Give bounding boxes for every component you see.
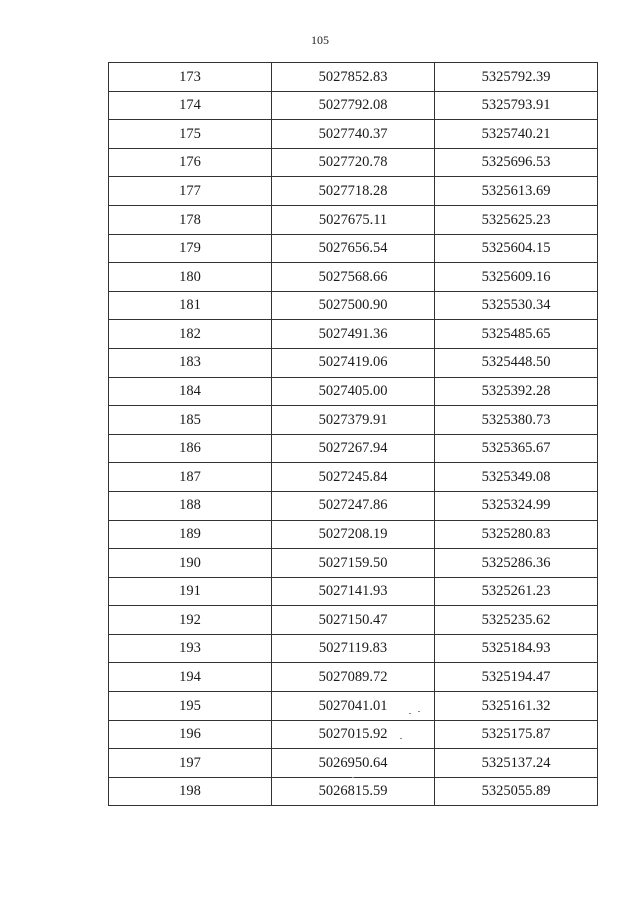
x-coordinate-cell: 5027568.66: [272, 263, 435, 292]
x-coordinate-cell: 5026815.59: [272, 777, 435, 806]
point-number-cell: 177: [109, 177, 272, 206]
x-coordinate-cell: 5027656.54: [272, 234, 435, 263]
y-coordinate-cell: 5325380.73: [435, 406, 598, 435]
table-row: [109, 205, 598, 234]
point-number-cell: 185: [109, 406, 272, 435]
table-row: [109, 663, 598, 692]
point-number-cell: 189: [109, 520, 272, 549]
x-coordinate-cell: 5027267.94: [272, 434, 435, 463]
page-number: 105: [311, 33, 329, 47]
point-number-cell: 190: [109, 549, 272, 578]
point-number-cell: 174: [109, 91, 272, 120]
y-coordinate-cell: 5325740.21: [435, 120, 598, 149]
scan-speck: [418, 711, 420, 712]
x-coordinate-cell: 5027041.01: [272, 692, 435, 721]
y-coordinate-cell: 5325448.50: [435, 348, 598, 377]
table-row: [109, 406, 598, 435]
x-coordinate-cell: 5027247.86: [272, 491, 435, 520]
x-coordinate-cell: 5027015.92: [272, 720, 435, 749]
coordinates-table: [108, 62, 598, 806]
x-coordinate-cell: 5027792.08: [272, 91, 435, 120]
y-coordinate-cell: 5325175.87: [435, 720, 598, 749]
table-row: [109, 777, 598, 806]
x-coordinate-cell: 5027208.19: [272, 520, 435, 549]
point-number-cell: 192: [109, 606, 272, 635]
point-number-cell: 182: [109, 320, 272, 349]
x-coordinate-cell: 5027720.78: [272, 148, 435, 177]
point-number-cell: 194: [109, 663, 272, 692]
y-coordinate-cell: 5325280.83: [435, 520, 598, 549]
table-row: [109, 463, 598, 492]
point-number-cell: 191: [109, 577, 272, 606]
table-row: [109, 491, 598, 520]
y-coordinate-cell: 5325792.39: [435, 63, 598, 92]
x-coordinate-cell: 5027159.50: [272, 549, 435, 578]
table-row: [109, 291, 598, 320]
y-coordinate-cell: 5325793.91: [435, 91, 598, 120]
x-coordinate-cell: 5027141.93: [272, 577, 435, 606]
x-coordinate-cell: 5027379.91: [272, 406, 435, 435]
scan-speck: [409, 713, 411, 714]
y-coordinate-cell: 5325324.99: [435, 491, 598, 520]
point-number-cell: 181: [109, 291, 272, 320]
x-coordinate-cell: 5027740.37: [272, 120, 435, 149]
y-coordinate-cell: 5325365.67: [435, 434, 598, 463]
table-row: [109, 177, 598, 206]
x-coordinate-cell: 5027718.28: [272, 177, 435, 206]
y-coordinate-cell: 5325184.93: [435, 634, 598, 663]
point-number-cell: 193: [109, 634, 272, 663]
y-coordinate-cell: 5325349.08: [435, 463, 598, 492]
table-row: [109, 577, 598, 606]
table-row: [109, 234, 598, 263]
table-row: [109, 263, 598, 292]
x-coordinate-cell: 5027419.06: [272, 348, 435, 377]
table-row: [109, 549, 598, 578]
point-number-cell: 198: [109, 777, 272, 806]
table-row: [109, 91, 598, 120]
x-coordinate-cell: 5027089.72: [272, 663, 435, 692]
x-coordinate-cell: 5027675.11: [272, 205, 435, 234]
y-coordinate-cell: 5325530.34: [435, 291, 598, 320]
table-row: [109, 63, 598, 92]
y-coordinate-cell: 5325261.23: [435, 577, 598, 606]
x-coordinate-cell: 5027405.00: [272, 377, 435, 406]
table-row: [109, 320, 598, 349]
scan-speck: [400, 738, 402, 739]
x-coordinate-cell: 5026950.64: [272, 749, 435, 778]
point-number-cell: 175: [109, 120, 272, 149]
point-number-cell: 173: [109, 63, 272, 92]
point-number-cell: 187: [109, 463, 272, 492]
y-coordinate-cell: 5325392.28: [435, 377, 598, 406]
point-number-cell: 196: [109, 720, 272, 749]
y-coordinate-cell: 5325609.16: [435, 263, 598, 292]
point-number-cell: 197: [109, 749, 272, 778]
y-coordinate-cell: 5325235.62: [435, 606, 598, 635]
point-number-cell: 184: [109, 377, 272, 406]
x-coordinate-cell: 5027245.84: [272, 463, 435, 492]
point-number-cell: 183: [109, 348, 272, 377]
point-number-cell: 178: [109, 205, 272, 234]
y-coordinate-cell: 5325485.65: [435, 320, 598, 349]
table-row: [109, 520, 598, 549]
y-coordinate-cell: 5325613.69: [435, 177, 598, 206]
point-number-cell: 176: [109, 148, 272, 177]
y-coordinate-cell: 5325286.36: [435, 549, 598, 578]
y-coordinate-cell: 5325604.15: [435, 234, 598, 263]
table-row: [109, 720, 598, 749]
y-coordinate-cell: 5325625.23: [435, 205, 598, 234]
table-row: [109, 606, 598, 635]
y-coordinate-cell: 5325055.89: [435, 777, 598, 806]
table-row: [109, 692, 598, 721]
table-row: [109, 148, 598, 177]
table-row: [109, 749, 598, 778]
x-coordinate-cell: 5027119.83: [272, 634, 435, 663]
point-number-cell: 188: [109, 491, 272, 520]
table-row: [109, 377, 598, 406]
table-row: [109, 120, 598, 149]
y-coordinate-cell: 5325161.32: [435, 692, 598, 721]
x-coordinate-cell: 5027852.83: [272, 63, 435, 92]
point-number-cell: 195: [109, 692, 272, 721]
x-coordinate-cell: 5027491.36: [272, 320, 435, 349]
point-number-cell: 179: [109, 234, 272, 263]
table-row: [109, 634, 598, 663]
y-coordinate-cell: 5325137.24: [435, 749, 598, 778]
x-coordinate-cell: 5027500.90: [272, 291, 435, 320]
point-number-cell: 180: [109, 263, 272, 292]
coordinates-table-body: [109, 63, 598, 806]
point-number-cell: 186: [109, 434, 272, 463]
table-row: [109, 434, 598, 463]
y-coordinate-cell: 5325194.47: [435, 663, 598, 692]
scan-speck: [352, 777, 354, 778]
y-coordinate-cell: 5325696.53: [435, 148, 598, 177]
x-coordinate-cell: 5027150.47: [272, 606, 435, 635]
table-row: [109, 348, 598, 377]
